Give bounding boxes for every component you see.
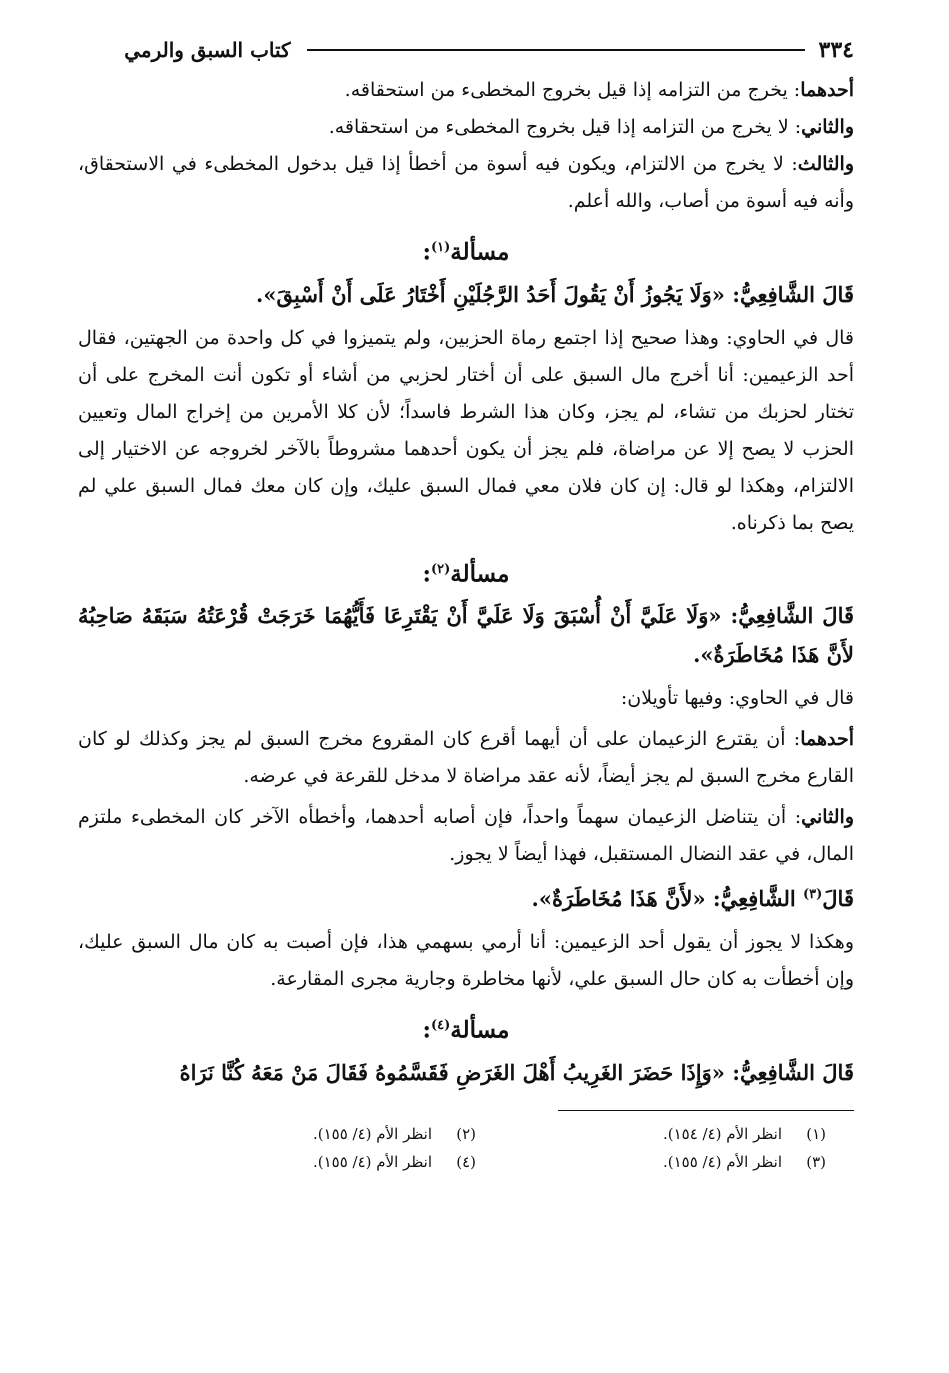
section-heading-4: مسألة$^{(٤)}$: (422, 1016, 510, 1044)
heading-text: مسألة (450, 560, 510, 588)
footnote-text: انظر الأم (٤/ ١٥٥). (312, 1152, 432, 1171)
quote-speaker: قَالَ الشَّافِعِيُّ: (730, 603, 855, 629)
text-third: : لا يخرج من الالتزام، ويكون فيه أسوة من أخطأ إذا قيل بدخول المخطىء في الاستحقاق، وأنه فيه أسوة من أصاب، والله أعلم. (78, 153, 854, 212)
quote-text: «وَإِذَا حَضَرَ الغَرِيبُ أَهْلَ الغَرَضِ فَقَسَّمُوهُ فَقَالَ مَنْ مَعَهُ كُنَّا نَرَاهُ (179, 1059, 725, 1085)
footnote-text: انظر الأم (٤/ ١٥٥). (312, 1124, 432, 1143)
shafii-quote-2 (78, 596, 854, 674)
text-second: : أن يتناضل الزعيمان سهماً واحداً، فإن أصابه أحدهما، وأخطأه الآخر كان المخطىء ملتزم المال، في عقد النضال المستقبل، فهذا أيضاً لا يجوز. (78, 806, 854, 866)
footnote-4 (126, 1149, 476, 1175)
label-third: والثالث (797, 153, 854, 175)
commentary-intro-2: قال في الحاوي: وفيها تأويلان: (620, 687, 854, 710)
quote-text: «لأَنَّ هَذَا مُخَاطَرَةٌ». (531, 886, 706, 912)
book-page (78, 28, 854, 1175)
footnote-text: انظر الأم (٤/ ١٥٤). (662, 1124, 782, 1143)
label-second: والثاني (801, 116, 854, 138)
footnote-ref: (٣) (803, 887, 823, 903)
heading-text: مسألة (450, 238, 510, 266)
shafii-quote-1 (78, 275, 854, 314)
quote-text: «وَلَا عَلَيَّ أَنْ أُسْبَقَ وَلَا عَلَيَّ أَنْ يَقْتَرِعَا فَأَيُّهُمَا خَرَجَتْ قُرْعَتُهُ سَبَقَهُ صَاحِبُهُ لأَنَّ هَذَا مُخَاطَرَةٌ». (78, 603, 854, 668)
shafii-quote-4 (78, 1053, 854, 1092)
footnote-number: (٣) (806, 1152, 826, 1171)
paragraph-first-opinion (78, 72, 854, 109)
label-second: والثاني (801, 806, 854, 829)
footnote-3 (476, 1149, 826, 1175)
footnote-text: انظر الأم (٤/ ١٥٥). (662, 1152, 782, 1171)
footnote-2 (126, 1121, 476, 1147)
page-header (78, 28, 854, 72)
label-first: أحدهما (800, 728, 854, 751)
commentary-2: وهكذا لا يجوز أن يقول أحد الزعيمين: أنا أرمي بسهمي هذا، فإن أصبت به كان مال السبق عليك، وإن أخطأت به كان حال السبق علي، لأنها مخاطرة وجارية مجرى المقارعة. (78, 931, 855, 991)
running-title: كتاب السبق والرمي (124, 38, 291, 62)
footnote-number: (٤) (456, 1152, 476, 1171)
paragraph-second-opinion (78, 109, 854, 146)
footnote-number: (١) (806, 1124, 826, 1143)
label-first: أحدهما (800, 79, 854, 101)
quote-speaker: قَالَ الشَّافِعِيُّ: (732, 1059, 854, 1085)
quote-text: «وَلَا يَجُوزُ أَنْ يَقُولَ أَحَدُ الرَّجُلَيْنِ أَخْتَارُ عَلَى أَنْ أَسْبِقَ». (256, 281, 725, 307)
footnote-number: (٢) (456, 1124, 476, 1143)
paragraph-first-interpretation (78, 721, 854, 795)
section-heading-1: مسألة$^{(١)}$: (422, 238, 510, 266)
commentary-1: قال في الحاوي: وهذا صحيح إذا اجتمع رماة الحزبين، ولم يتميزوا في كل واحدة من الجهتين، فقال أحد الزعيمين: أنا أخرج مال السبق على أن أختار لحزبي من أشاء أو تكون أنت المخرج على أن تختار لحزبك من تشاء، لم يجز، وكان هذا الشرط فاسداً؛ لأن كلا الأمرين من إخراج المال وتعيين الحزب لا يصح إلا عن مراضاة، فلم يجز أن يكون أحدهما مشروطاً بالآخر لخروجه عن الاختيار إلى الالتزام، وهكذا لو قال: إن كان فلان معي فمال السبق عليك، وإن كان معك فمال السبق علي لم يصح بما ذكرناه. (78, 326, 854, 534)
footnote-rule (558, 1110, 854, 1111)
footnote-ref: (١) (431, 240, 451, 255)
paragraph-third-opinion (78, 146, 854, 220)
text-first: : يخرج من التزامه إذا قيل بخروج المخطىء من استحقاقه. (344, 79, 801, 101)
text-second: : لا يخرج من التزامه إذا قيل بخروج المخطىء من استحقاقه. (328, 116, 802, 138)
quote-speaker-part-b: الشَّافِعِيُّ: (712, 886, 803, 912)
footnote-1 (476, 1121, 826, 1147)
header-rule (307, 49, 805, 51)
footnote-ref: (٤) (431, 1018, 451, 1034)
heading-text: مسألة (450, 1016, 510, 1044)
shafii-quote-3 (78, 875, 854, 918)
section-heading-2: مسألة$^{(٢)}$: (422, 560, 510, 588)
footnote-ref: (٢) (431, 561, 451, 577)
quote-speaker: قَالَ الشَّافِعِيُّ: (732, 281, 854, 307)
text-first: : أن يقترع الزعيمان على أن أيهما أقرع كان المقروع مخرج السبق لم يجز وكذلك لو كان القارع مخرج السبق لم يجز أيضاً، لأنه عقد مراضاة لا مدخل للقرعة في عرضه. (78, 728, 854, 788)
paragraph-second-interpretation (78, 799, 854, 873)
footnotes (126, 1121, 826, 1175)
page-number: ٣٣٤ (818, 37, 854, 63)
quote-speaker-part-a: قَالَ (822, 886, 854, 912)
